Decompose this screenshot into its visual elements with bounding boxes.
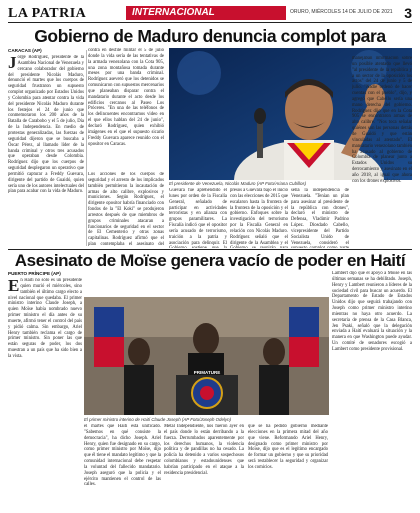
dateline: ORURO, MIÉRCOLES 14 DE JULIO DE 2021: [290, 9, 393, 15]
article1-column-3: Los acciones de los cuerpos de seguridad y el arresto de los implicados también permitieron la incautación de armas de alto calibre, explosivos y municiones. Según Rodríguez, el dirigente opositor habría financiado con fondos de la "El Koki" se produjeron arrestos después de que miembros de grupos criminales atacaran a funcionarios de seguridad en el sector de El Cementerio y otras zonas capitalinas. Rodríguez afirmó que el plan contemplaba el asesinato del: [88, 172, 164, 247]
article2-dropcap: E: [8, 278, 20, 295]
masthead: [8, 6, 412, 22]
article-divider: [8, 249, 412, 250]
haiti-press-illustration: [84, 297, 329, 415]
page-number: 3: [404, 5, 412, 21]
article1-column-1: [8, 55, 84, 247]
podium-seal-text: PRIMATURE: [193, 370, 221, 375]
article1-byline: CARACAS (AP): [8, 48, 42, 53]
article2-col1-text: n Haití no sólo es un presidente quien murió el miércoles, sino también el último cargo electo a nivel nacional que quedaba. El primer ministro interino Claude Joseph, a quien Moïse había nombrado nuevo primer ministro el día antes de su muerte, afirmó tener el control del país y pidió calma. Sin embargo, Ariel Henry también reclama el cargo de primer ministro. Sin poner las que están seguras de poder, los dos muestran a un país que ha sido bien a la vista.: [8, 278, 82, 359]
article1-headline: Gobierno de Maduro denuncia complot para: [34, 26, 386, 46]
article1-column-6: sella la independencia de Venezuela. "Tenían un plan para asesinar al presidente de la república con drones", declaró el ministro de Defensa, Vladimir Padrino López. Diosdado Cabello, vicepresidente del Partido Socialista Unido de Venezuela, consideró el: [291, 188, 349, 246]
article1-column-2: contra en desfile militar el 5 de julio donde la vida sería de las tentativas de la armada venezolana con la Cota 905, una zona montañosa tomada durante meses por una banda criminal. Rodríguez aseveró que los detenidos se comunicaron con supuestos mercenarios que planeaban disparar contra el mandatario durante el acto desde los edificios cercanos al Paseo Los Próceres. "En una de las teléfonos de los delincuentes encontramos video en el que ellos hablan del 24 de junio", declaró Rodríguez, quien exhibió imágenes en el que el supuesto sicario Freddy Guevara aparece reunido con el opositor en Caracas.: [88, 48, 164, 147]
article2-column-5: Lambert dijo que el apoyo a Moïse en las últimas semanas se ha debilitado. Joseph, Henry y Lambert reunieron a líderes de la sociedad civil para buscar un acuerdo. El Departamento de Estado de Estados Unidos dijo que seguirá trabajando con Joseph como primer ministro interino mientras no haya otro acuerdo. La secretaria de prensa de la Casa Blanca, Jen Psaki, señaló que la delegación enviada a Haití evaluará la situación y la manera en que Washington puede ayudar. Un comité de senadores escogió a Lambert como presidente provisional.: [332, 271, 412, 352]
masthead-rule: [8, 22, 412, 23]
newspaper-logo: LA PATRIA: [8, 6, 87, 21]
maduro-photo-caption: El presidente de Venezuela, Nicolás Maduro (AP Foto/Ariana Cubillos): [169, 181, 307, 186]
haiti-photo: [84, 297, 329, 415]
article1-column-5: presos a Guevara bajo el inicio con las elecciones de 2015 que escalaron hasta la frontera de la frontera de la oposición y el gobierno. Enfoques sobre la investigación del terrorismo por la Fiscalía General en relación con Nicolás Maduro. Rodríguez señaló que el dirigente de la Asamblea y el: [230, 188, 288, 246]
article2-byline: PUERTO PRÍNCIPE (AP): [8, 271, 61, 276]
article2-column-2: el martes que Haití está unificado. "Sabemos en qué consiste la democracia", ha dicho Joseph. Ariel Henry, quien fue designado en su cargo, como primer ministro por Moïse, dijo que él tiene el mandato legítimo y que la comunidad internacional debe respetar la voluntad del fallecido mandatario. Joseph aseguró que la policía y el ejército mantienen el control de las calles.: [84, 424, 161, 488]
article2-headline: Asesinato de Moïse genera vacío de poder en Haití: [14, 251, 406, 270]
article1-column-4: Guevara fue aprehendido el lunes por orden de la Fiscalía General, señalado de participar en actividades terroristas y en alianza con grupos paramilitares. La Fiscalía indicó que el opositor sería acusado de terrorismo, traición a la patria y asociación para delinquir. El: [169, 188, 227, 246]
column-divider: [86, 50, 87, 246]
article1-column-7: manejaban información sobre un posible atentado que llevó "al presidente de la república y a un sector de la oposición los actos" del 24 de junio y 5 de julio. "Nadie ordenó de hacer cuentas con el pueblo", dijo, y agregó que Cabello sería una mano derecha del gobierno. Rodríguez dijo que en la Cota 905 se encontraron armas de alto calibre. "Nos toca señalar quiénes son las personas detrás de Guaidó y que están vinculadas al atentado". El mandatario venezolano también ha acusado al gobierno de Colombia de planear junto a Estados Unidos su derrocamiento y asesinato en el año 2018, al igual que ahora con los drones explosivos.: [352, 56, 412, 184]
article2-column-3: Metal Independiente, nos fueron ayer en el país donde lo están derribando a la fuerza. Derrumbados aparentemente por los derechos humanos, la violencia política y de pandillas no ha cesado. La policía ha detenido a varios sospechosos colombianos y estadounidenses que habrían participado en el ataque a la residencia presidencial.: [164, 424, 244, 476]
article1-dropcap: J: [8, 55, 17, 72]
haiti-photo-caption: El primer ministro interino de Haití Claude Joseph (AP Foto/Joseph Odelyn): [84, 417, 232, 422]
article1-col1-text: orge Rodríguez, presidente de la Asamblea Nacional de Venezuela y cercano colaborador del gobierno del presidente Nicolás Maduro, denunció el martes que los cuerpos de seguridad frustraron un supuesto complot organizado por Estados Unidos y Colombia para atentar contra la vida del presidente Nicolás Maduro durante los festejos el 24 de junio que conmemoraron los 200 años de la Batalla de Carabobo y el 5 de julio, Día de la Independencia. En medio de protestas generalizadas, las fuerzas de seguridad dijeron que se buscaba a Óscar Pérez, al llamado líder de la banda criminal y otros tres acusados que operaban desde Colombia. Rodríguez dijo que los cuerpos de seguridad desplegaron un operativo que permitió capturar a Freddy Guevara, dirigente del partido de Guaidó, quien sería uno de los autores intelectuales del plan para acabar con la vida de Maduro.: [8, 55, 84, 195]
article2-column-4: que se ha pedido gobierno mediante elecciones en la primera mitad del año que viene. Reformando Ariel Henry, designado como primer ministro por Moïse, dijo que es el legítimo encargado de formar un gobierno y que su prioridad será restablecer la seguridad y organizar los comicios.: [248, 424, 328, 470]
article2-column-1: [8, 278, 82, 508]
section-label: INTERNACIONAL: [126, 6, 286, 20]
